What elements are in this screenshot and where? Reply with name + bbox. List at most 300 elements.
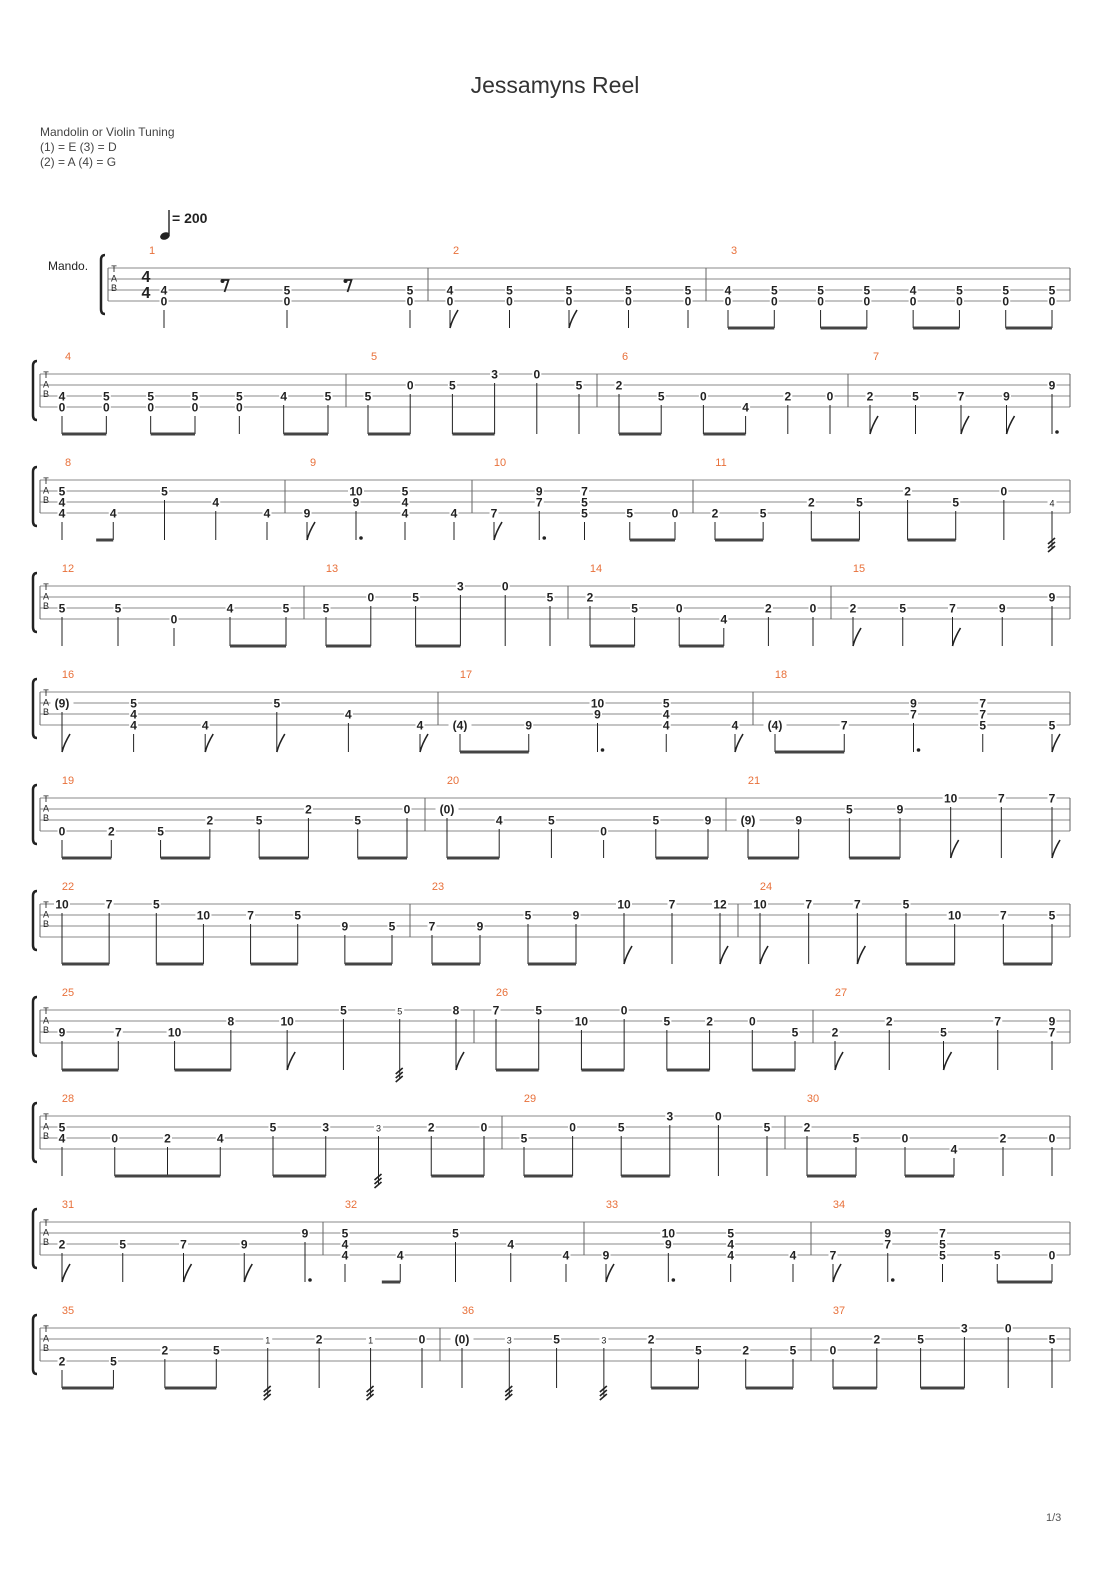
fret-number: 0 xyxy=(58,400,66,415)
fret-number: 4 xyxy=(727,1237,735,1252)
fret-number: 5 xyxy=(130,696,137,711)
fret-number: 3 xyxy=(506,1335,512,1346)
measure-number: 24 xyxy=(759,881,773,893)
fret-number: 0 xyxy=(724,294,732,309)
fret-number: 9 xyxy=(301,1226,309,1241)
fret-number: 10 xyxy=(574,1014,589,1029)
fret-number: 0 xyxy=(826,389,834,404)
fret-number: 10 xyxy=(661,1226,676,1241)
note-flag xyxy=(835,1052,843,1070)
fret-number: 5 xyxy=(397,1006,403,1017)
fret-number: 5 xyxy=(388,919,396,934)
fret-number: 4 xyxy=(909,283,917,298)
fret-number: 4 xyxy=(416,718,424,733)
fret-number: 5 xyxy=(662,696,670,711)
tuning-line-2: (2) = A (4) = G xyxy=(40,155,117,169)
tab-clef-letter: A xyxy=(42,485,50,496)
fret-number: 0 xyxy=(1000,484,1008,499)
tab-clef-letter: B xyxy=(42,495,50,505)
fret-number: 5 xyxy=(856,495,863,510)
tab-clef-letter: A xyxy=(42,379,50,390)
note-flag xyxy=(720,946,728,964)
system-bracket xyxy=(33,785,37,844)
fret-number: 9 xyxy=(896,802,904,817)
fret-number: 0 xyxy=(770,294,778,309)
tab-clef-letter: T xyxy=(43,582,49,592)
fret-number: 10 xyxy=(590,696,605,711)
fret-number: 5 xyxy=(449,378,456,393)
fret-number: 5 xyxy=(152,897,160,912)
tuning-heading: Mandolin or Violin Tuning xyxy=(40,125,175,139)
dot-icon xyxy=(542,536,546,540)
measure-number: 20 xyxy=(446,775,460,787)
fret-number: 0 xyxy=(565,294,573,309)
fret-number: 2 xyxy=(586,590,594,605)
fret-number: 7 xyxy=(1048,1025,1056,1040)
tab-clef-letter: T xyxy=(43,370,49,380)
tab-clef-letter: T xyxy=(43,1324,49,1334)
fret-number: 5 xyxy=(269,1120,277,1135)
note-flag xyxy=(735,734,743,752)
fret-number: 4 xyxy=(446,283,454,298)
fret-number: 4 xyxy=(789,1248,797,1263)
fret-number: 10 xyxy=(55,897,69,912)
measure-number: 37 xyxy=(832,1305,846,1317)
fret-number: (4) xyxy=(767,718,783,733)
fret-number: 0 xyxy=(901,1131,909,1146)
fret-number: 8 xyxy=(227,1014,235,1029)
fret-number: 7 xyxy=(957,389,965,404)
dot-icon xyxy=(601,748,605,752)
fret-number: 5 xyxy=(524,908,532,923)
measure-number: 34 xyxy=(832,1199,846,1211)
note-flag xyxy=(62,734,70,752)
fret-number: 0 xyxy=(446,294,454,309)
tab-clef-letter: B xyxy=(42,601,50,611)
fret-number: 4 xyxy=(130,718,137,733)
fret-number: 0 xyxy=(671,506,679,521)
measure-number: 25 xyxy=(61,987,75,999)
dot-icon xyxy=(891,1278,895,1282)
fret-number: 4 xyxy=(1049,498,1055,509)
fret-number: 5 xyxy=(791,1025,799,1040)
tab-system xyxy=(33,1103,1070,1188)
fret-number: 2 xyxy=(647,1332,655,1347)
fret-number: 4 xyxy=(401,506,409,521)
fret-number: 5 xyxy=(58,484,66,499)
fret-number: 5 xyxy=(684,283,692,298)
fret-number: 7 xyxy=(840,718,848,733)
fret-number: 2 xyxy=(615,378,623,393)
fret-number: 0 xyxy=(102,400,110,415)
fret-number: 9 xyxy=(352,495,360,510)
fret-number: 5 xyxy=(902,897,910,912)
fret-number: 0 xyxy=(403,802,411,817)
fret-number: 0 xyxy=(1002,294,1010,309)
system-bracket xyxy=(33,1315,37,1374)
fret-number: 9 xyxy=(476,919,484,934)
fret-number: 5 xyxy=(282,601,290,616)
note-flag xyxy=(857,946,865,964)
fret-number: (9) xyxy=(740,813,756,828)
fret-number: 5 xyxy=(520,1131,528,1146)
measure-number: 29 xyxy=(523,1093,537,1105)
tab-clef-letter: A xyxy=(110,273,118,284)
fret-number: 0 xyxy=(147,400,155,415)
fret-number: 4 xyxy=(562,1248,570,1263)
measure-number: 31 xyxy=(61,1199,75,1211)
fret-number: 7 xyxy=(997,791,1005,806)
fret-number: 0 xyxy=(235,400,243,415)
fret-number: 0 xyxy=(58,824,66,839)
fret-number: 5 xyxy=(1048,283,1056,298)
system-bracket xyxy=(33,997,37,1056)
fret-number: 3 xyxy=(601,1335,607,1346)
tab-clef-letter: A xyxy=(42,803,50,814)
fret-number: 7 xyxy=(949,601,956,616)
fret-number: 5 xyxy=(546,590,554,605)
fret-number: 5 xyxy=(763,1120,771,1135)
fret-number: 5 xyxy=(956,283,963,298)
fret-number: 4 xyxy=(731,718,739,733)
fret-number: 1 xyxy=(368,1335,374,1346)
fret-number: 5 xyxy=(548,813,555,828)
tab-clef-letter: T xyxy=(43,900,49,910)
fret-number: 10 xyxy=(349,484,363,499)
fret-number: 9 xyxy=(910,696,917,711)
fret-number: 5 xyxy=(1048,908,1056,923)
time-signature-bottom: 4 xyxy=(141,285,151,302)
measure-number: 11 xyxy=(715,457,727,469)
note-flag xyxy=(944,1052,952,1070)
measure-number: 8 xyxy=(64,457,72,469)
measure-number: 10 xyxy=(493,457,507,469)
fret-number: 10 xyxy=(753,897,767,912)
fret-number: 9 xyxy=(572,908,580,923)
fret-number: 9 xyxy=(1048,1014,1056,1029)
fret-number: 0 xyxy=(700,389,707,404)
fret-number: 7 xyxy=(581,484,588,499)
fret-number: 0 xyxy=(569,1120,576,1135)
measure-number: 15 xyxy=(852,563,866,575)
fret-number: 5 xyxy=(324,389,332,404)
fret-number: 9 xyxy=(535,484,543,499)
dot-icon xyxy=(308,1278,312,1282)
fret-number: 4 xyxy=(720,612,728,627)
tab-system xyxy=(33,997,1070,1082)
tab-clef-letter: T xyxy=(43,688,49,698)
tab-clef-letter: B xyxy=(42,389,50,399)
system-bracket xyxy=(33,1209,37,1268)
fret-number: (0) xyxy=(439,802,455,817)
fret-number: 5 xyxy=(114,601,122,616)
fret-number: 5 xyxy=(102,389,110,404)
system-bracket xyxy=(101,255,105,314)
fret-number: 0 xyxy=(506,294,513,309)
fret-number: 4 xyxy=(212,495,220,510)
tab-clef-letter: B xyxy=(42,707,50,717)
fret-number: 9 xyxy=(240,1237,248,1252)
dot-icon xyxy=(917,748,921,752)
note-flag xyxy=(606,1264,614,1282)
fret-number: 5 xyxy=(939,1248,946,1263)
note-flag xyxy=(307,522,315,540)
measure-number: 21 xyxy=(747,775,761,787)
fret-number: 4 xyxy=(280,389,288,404)
fret-number: 2 xyxy=(164,1131,171,1146)
rest-dot xyxy=(344,279,348,283)
fret-number: 5 xyxy=(695,1343,702,1358)
measure-number: 32 xyxy=(344,1199,358,1211)
fret-number: 0 xyxy=(620,1003,628,1018)
fret-number: (9) xyxy=(54,696,70,711)
measure-number: 35 xyxy=(61,1305,75,1317)
measure-number: 22 xyxy=(61,881,75,893)
fret-number: 0 xyxy=(809,601,817,616)
fret-number: 2 xyxy=(206,813,214,828)
fret-number: 1 xyxy=(265,1335,271,1346)
fret-number: 5 xyxy=(979,718,987,733)
tab-system xyxy=(33,467,1070,552)
fret-number: 5 xyxy=(940,1025,947,1040)
fret-number: 5 xyxy=(759,506,767,521)
fret-number: 5 xyxy=(917,1332,924,1347)
measure-number: 28 xyxy=(61,1093,75,1105)
fret-number: 10 xyxy=(196,908,211,923)
fret-number: 3 xyxy=(491,367,498,382)
note-flag xyxy=(1052,840,1060,858)
fret-number: 10 xyxy=(280,1014,294,1029)
tab-system xyxy=(101,255,1070,328)
fret-number: 2 xyxy=(711,506,719,521)
tab-system xyxy=(33,573,1070,646)
note-flag xyxy=(961,416,969,434)
fret-number: 5 xyxy=(255,813,263,828)
measure-number: 33 xyxy=(605,1199,619,1211)
fret-number: 7 xyxy=(492,1003,500,1018)
fret-number: 4 xyxy=(201,718,209,733)
fret-number: 4 xyxy=(345,707,352,722)
fret-number: 5 xyxy=(939,1237,946,1252)
fret-number: 5 xyxy=(952,495,960,510)
tab-clef-letter: T xyxy=(43,794,49,804)
fret-number: 5 xyxy=(652,813,660,828)
fret-number: 0 xyxy=(160,294,168,309)
note-flag xyxy=(184,1264,192,1282)
fret-number: 5 xyxy=(506,283,513,298)
fret-number: 0 xyxy=(817,294,824,309)
fret-number: 2 xyxy=(831,1025,839,1040)
fret-number: 0 xyxy=(1048,1131,1056,1146)
fret-number: 2 xyxy=(58,1237,66,1252)
measure-number: 27 xyxy=(834,987,848,999)
fret-number: 0 xyxy=(191,400,199,415)
fret-number: 2 xyxy=(873,1332,881,1347)
fret-number: 7 xyxy=(247,908,254,923)
fret-number: 9 xyxy=(602,1248,610,1263)
fret-number: 5 xyxy=(727,1226,735,1241)
fret-number: 0 xyxy=(367,590,375,605)
fret-number: 4 xyxy=(950,1142,958,1157)
time-signature-top: 4 xyxy=(141,269,151,286)
fret-number: 7 xyxy=(999,908,1007,923)
tab-clef-letter: A xyxy=(42,697,50,708)
fret-number: 8 xyxy=(452,1003,460,1018)
fret-number: 3 xyxy=(961,1321,968,1336)
tab-clef-letter: A xyxy=(42,1015,50,1026)
system-bracket xyxy=(33,361,37,420)
fret-number: 7 xyxy=(979,707,987,722)
fret-number: 5 xyxy=(625,283,632,298)
note-flag xyxy=(870,416,878,434)
fret-number: 5 xyxy=(581,495,588,510)
fret-number: 7 xyxy=(829,1248,837,1263)
fret-number: 5 xyxy=(626,506,634,521)
fret-number: 5 xyxy=(283,283,291,298)
fret-number: 5 xyxy=(845,802,853,817)
fret-number: 5 xyxy=(212,1343,220,1358)
tab-clef-letter: B xyxy=(42,1131,50,1141)
fret-number: 0 xyxy=(1048,1248,1056,1263)
measure-number: 4 xyxy=(64,351,72,363)
fret-number: 5 xyxy=(617,1120,625,1135)
fret-number: 0 xyxy=(501,579,509,594)
fret-number: 2 xyxy=(999,1131,1007,1146)
note-flag xyxy=(287,1052,295,1070)
fret-number: 2 xyxy=(803,1120,811,1135)
fret-number: 0 xyxy=(111,1131,119,1146)
fret-number: 4 xyxy=(662,707,670,722)
fret-number: 5 xyxy=(1002,283,1010,298)
measure-number: 19 xyxy=(61,775,75,787)
fret-number: 9 xyxy=(1003,389,1010,404)
system-bracket xyxy=(33,679,37,738)
fret-number: 5 xyxy=(119,1237,127,1252)
fret-number: 4 xyxy=(507,1237,515,1252)
fret-number: 12 xyxy=(713,897,727,912)
fret-number: 5 xyxy=(817,283,824,298)
fret-number: 7 xyxy=(668,897,676,912)
fret-number: 9 xyxy=(664,1237,672,1252)
fret-number: 5 xyxy=(110,1354,117,1369)
fret-number: 5 xyxy=(1048,1332,1056,1347)
measure-number: 18 xyxy=(774,669,788,681)
system-bracket xyxy=(33,467,37,526)
fret-number: 7 xyxy=(910,707,917,722)
fret-number: 5 xyxy=(912,389,919,404)
fret-number: 7 xyxy=(979,696,987,711)
tab-clef-letter: T xyxy=(43,1006,49,1016)
dot-icon xyxy=(359,536,363,540)
fret-number: 9 xyxy=(1048,590,1056,605)
measure-number: 12 xyxy=(61,563,75,575)
tab-clef-letter: B xyxy=(110,283,118,293)
fret-number: 5 xyxy=(354,813,362,828)
fret-number: 0 xyxy=(684,294,692,309)
fret-number: 9 xyxy=(594,707,601,722)
score-title: Jessamyns Reel xyxy=(470,72,640,98)
fret-number: 5 xyxy=(406,283,414,298)
fret-number: 0 xyxy=(533,367,541,382)
fret-number: 2 xyxy=(427,1120,435,1135)
fret-number: 0 xyxy=(675,601,683,616)
fret-number: 0 xyxy=(829,1343,837,1358)
tab-system xyxy=(33,1209,1070,1282)
fret-number: 5 xyxy=(535,1003,543,1018)
fret-number: 5 xyxy=(1048,718,1056,733)
note-flag xyxy=(456,1052,464,1070)
system-bracket xyxy=(33,573,37,632)
fret-number: 5 xyxy=(147,389,155,404)
tab-clef-letter: A xyxy=(42,591,50,602)
fret-number: 7 xyxy=(805,897,813,912)
fret-number: 0 xyxy=(418,1332,426,1347)
fret-number: 7 xyxy=(114,1025,122,1040)
fret-number: 5 xyxy=(553,1332,560,1347)
fret-number: 0 xyxy=(715,1109,722,1124)
fret-number: 7 xyxy=(994,1014,1002,1029)
fret-number: 7 xyxy=(428,919,436,934)
fret-number: 2 xyxy=(904,484,911,499)
fret-number: 9 xyxy=(303,506,311,521)
fret-number: 10 xyxy=(943,791,958,806)
measure-number: 16 xyxy=(61,669,75,681)
fret-number: 0 xyxy=(909,294,917,309)
fret-number: 10 xyxy=(947,908,962,923)
fret-number: 5 xyxy=(322,601,330,616)
tab-clef-letter: A xyxy=(42,1121,50,1132)
fret-number: 0 xyxy=(748,1014,756,1029)
fret-number: 5 xyxy=(770,283,778,298)
fret-number: 10 xyxy=(167,1025,182,1040)
fret-number: 5 xyxy=(993,1248,1001,1263)
tab-clef-letter: A xyxy=(42,909,50,920)
fret-number: 3 xyxy=(666,1109,674,1124)
fret-number: 0 xyxy=(625,294,632,309)
fret-number: 0 xyxy=(600,824,607,839)
dot-icon xyxy=(1055,430,1059,434)
note-flag xyxy=(494,522,502,540)
fret-number: 0 xyxy=(480,1120,488,1135)
fret-number: 4 xyxy=(396,1248,404,1263)
measure-number: 14 xyxy=(589,563,603,575)
fret-number: 4 xyxy=(226,601,234,616)
note-flag xyxy=(244,1264,252,1282)
fret-number: 4 xyxy=(495,813,503,828)
fret-number: 7 xyxy=(939,1226,946,1241)
fret-number: 0 xyxy=(863,294,871,309)
fret-number: 9 xyxy=(884,1226,892,1241)
note-flag xyxy=(62,1264,70,1282)
measure-number: 9 xyxy=(309,457,317,469)
page-number: 1/3 xyxy=(1046,1512,1062,1524)
fret-number: 2 xyxy=(305,802,312,817)
fret-number: 5 xyxy=(294,908,302,923)
fret-number: 4 xyxy=(109,506,117,521)
fret-number: 9 xyxy=(58,1025,66,1040)
fret-number: 0 xyxy=(170,612,178,627)
fret-number: 3 xyxy=(322,1120,330,1135)
fret-number: 5 xyxy=(235,389,243,404)
fret-number: 5 xyxy=(364,389,372,404)
note-flag xyxy=(450,310,458,328)
measure-number: 3 xyxy=(730,245,738,257)
fret-number: 0 xyxy=(283,294,291,309)
fret-number: 9 xyxy=(1048,378,1056,393)
fret-number: 5 xyxy=(191,389,199,404)
fret-number: 4 xyxy=(450,506,458,521)
fret-number: 2 xyxy=(784,389,792,404)
